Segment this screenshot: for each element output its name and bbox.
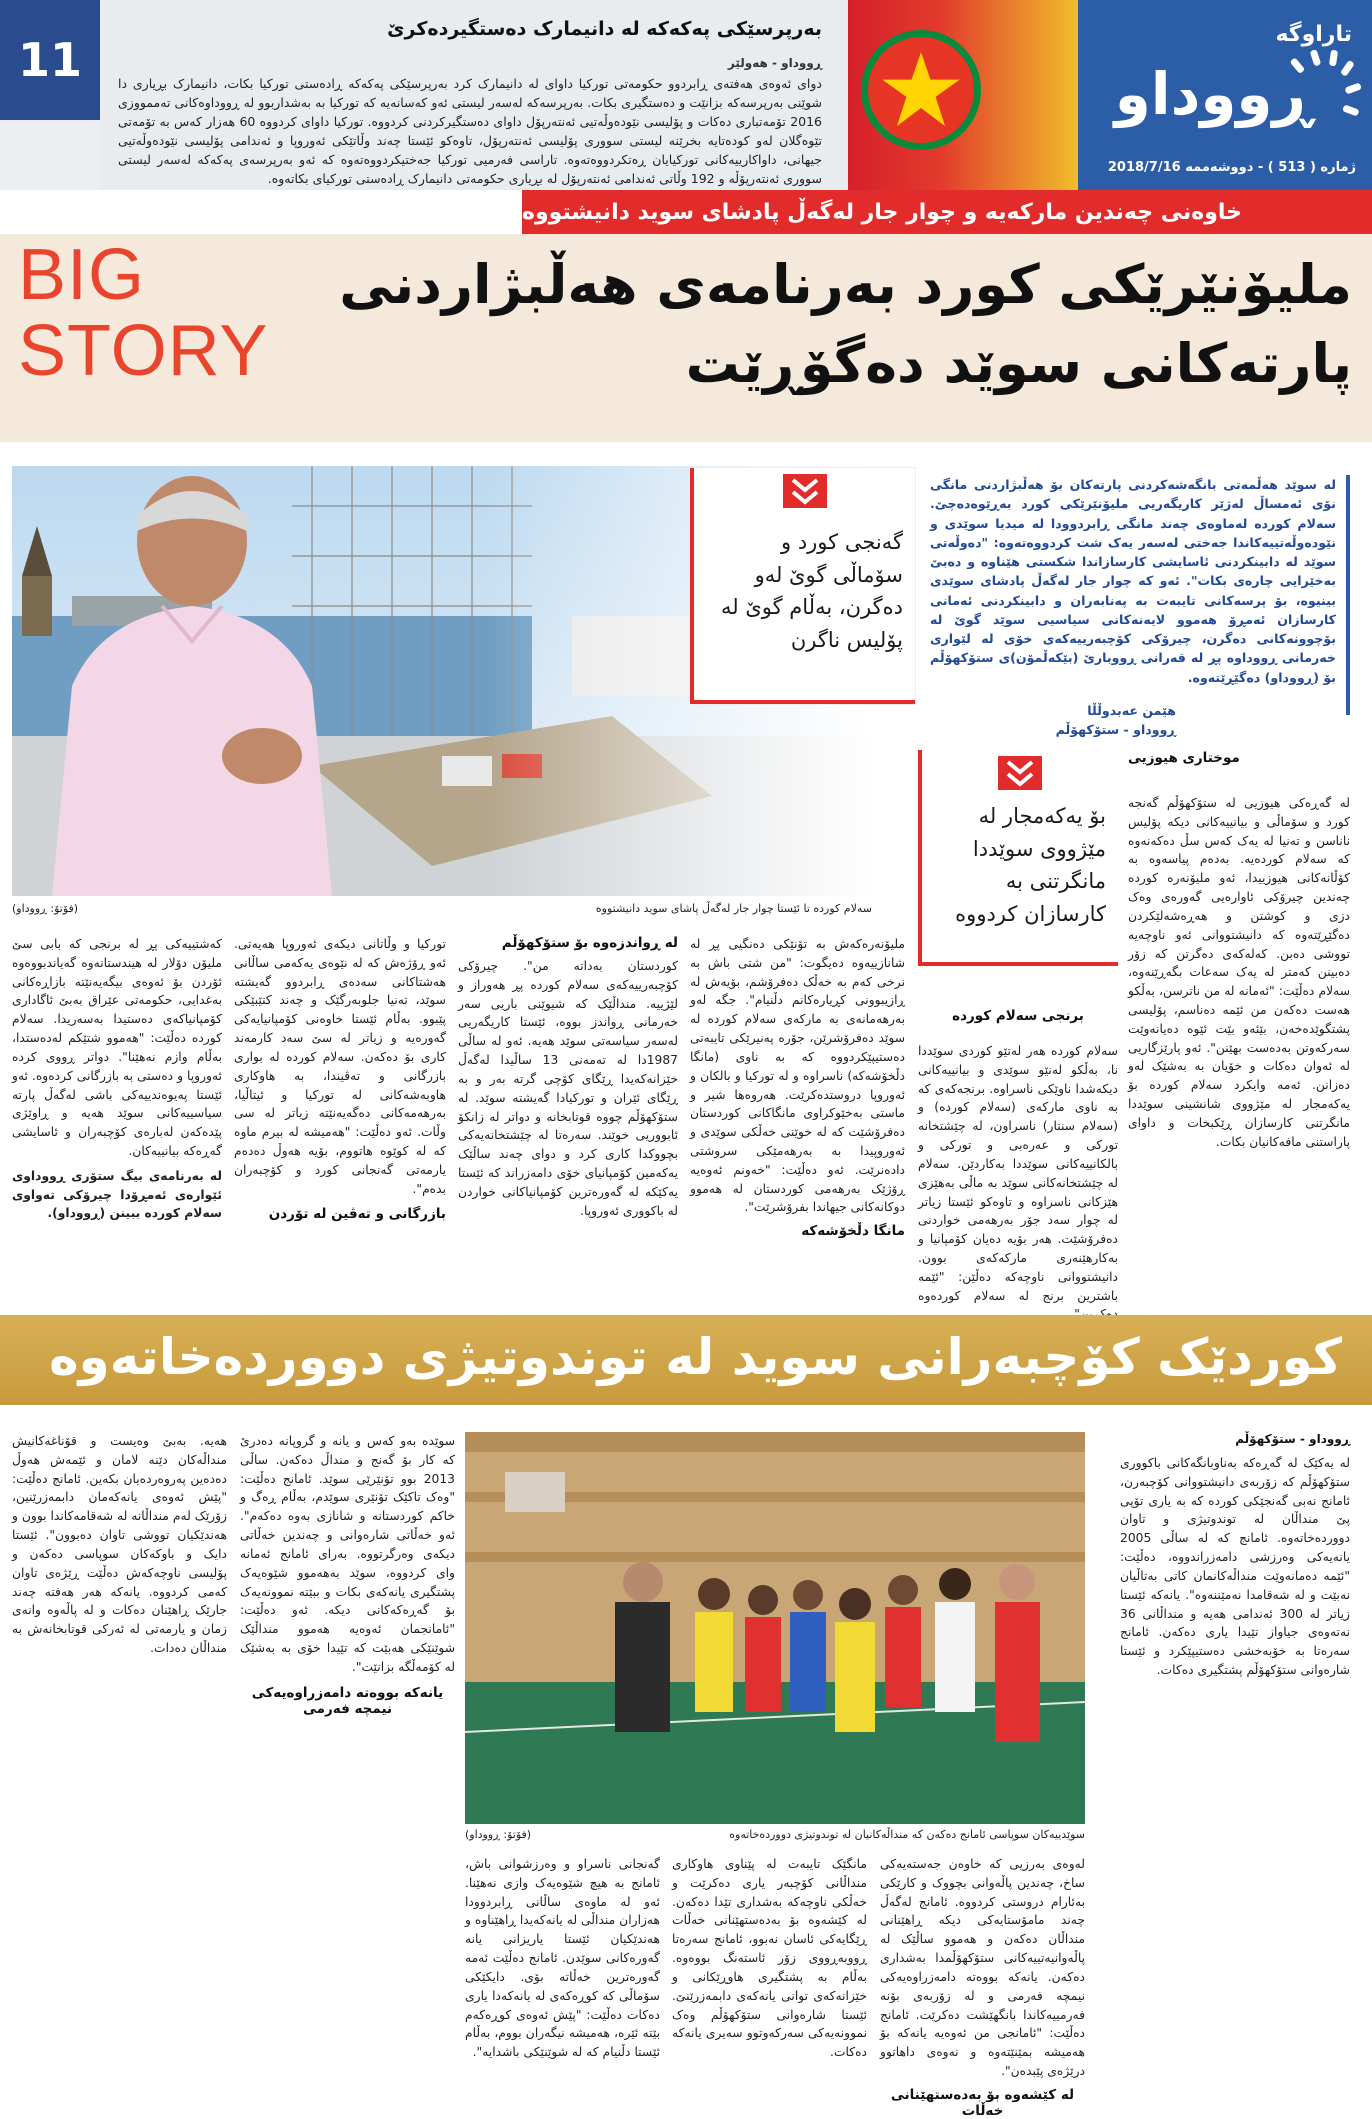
column-closing-note: لە بەرنامەی بیگ ستۆری ڕووداوی ئێوارەی ئەمڕۆدا چیرۆکی تەواوی سەلام کوردە ببینن (ڕووداو). [12, 1168, 222, 1221]
story-photo-football-club[interactable] [465, 1432, 1085, 1824]
article-column-2 [918, 1008, 1118, 1303]
subhead-interview: موختاری هیوزیی [1128, 750, 1240, 766]
lead-text: لە سوێد هەڵمەتی بانگەشەکردنی پارتەکان بۆ هەڵبژاردنی مانگی نۆی ئەمساڵ لەژێر کاریگەریی ملیۆنێرێکی کورد بەڕێوەدەچێ. سەلام کوردە لەماوەی چەند مانگی ڕابردوودا لە میدیا سوێدی و نێودەوڵەتییەکاندا جەختی لەسەر یەک شت کردووەتەوە: "دەوڵەتی سوێد لە دابینکردنی ئاسایشی کارسازاندا شکستی هێناوە و دەبێ بەخێرایی چارەی بکات". ئەو کە چوار جار لەگەڵ پادشای سوێدی بینیوە، بۆ پرسەکانی تایبەت بە پەنابەران و دابینکردنی ئەمانی کارسازان ئەمڕۆ هەموو لایەنەکانی سیاسیی سوێد گوێ لە بۆچوونەکانی دەگرن، چیرۆکی کۆچبەرییەکەی خۆی لە لێواری خەرمانی ڕووداوە پڕ لە قەرانی ڕووبارێ (بێکەڵمۆن)ی ستۆکهۆڵم بۆ (ڕووداو) دەگێڕێتەوە. [930, 477, 1336, 685]
article-column-3 [690, 935, 905, 1270]
subhead-ball: یانەکە بووەتە دامەزراوەیەکی نیمچە فەرمی [251, 1684, 444, 1717]
pull-quote-2 [918, 750, 1118, 966]
column-text: تورکیا و وڵاتانی دیکەی ئەوروپا هەیەتی. ئەو ڕۆژەش کە لە نێوەی یەکەمی ساڵانی هەشتاکانی سەدەی ڕابردوو گەیشتە سوێد، تەنیا جلوبەرگێک و چەند کتێبێکی پێبوو. بەڵام ئێستا خاوەنی کۆمپانیایەکی گەورەیە و زیاتر لە سێ سەد کارمەند کاری بۆ دەکەن. سەلام کوردە لە بواری بازرگانی و تەڤیندا، بە هاوکاری هاوبەشەکانی لە تورکیا و ئیتاڵیا، بەرهەمەکانی دەگەیەنێتە زیاتر لە سی وڵات. ئەو دەڵێت: "هەمیشە لە بیرم ماوە کە لە کوێوە هاتووم، بۆیە هەوڵ دەدەم یارمەتی گەنجانی کورد و کۆچبەران بدەم". [234, 937, 446, 1196]
subhead-violence: لە کێشەوە بۆ بەدەستهێنانی خەڵات [890, 2086, 1075, 2119]
story-strap: خاوەنی چەندین مارکەیە و چوار جار لەگەڵ پادشای سوید دانیشتووە [522, 190, 1372, 234]
pull-quote-text: گەنجی کورد و سۆماڵی گوێ لەو دەگرن، بەڵام گوێ لە پۆلیس ناگرن [720, 530, 903, 652]
lead-author-location: ڕووداو - ستۆکهۆڵم [1055, 722, 1176, 738]
teaser-byline: ڕووداو - هەولێر [727, 56, 822, 70]
photo-caption-2 [465, 1828, 1085, 1841]
big-story-line-1: BIG [18, 235, 146, 315]
subhead-riverside: لە ڕواندزەوە بۆ ستۆکهۆڵم [501, 935, 678, 951]
lead-author-name: هێمن عەبدوڵڵا [1087, 702, 1176, 718]
teaser-story [100, 0, 848, 190]
story2-column-4 [465, 1855, 660, 2060]
photo-credit: (فۆتۆ: ڕووداو) [465, 1828, 532, 1841]
column-text: مانگێک تایبەت لە پێناوی هاوکاری منداڵانی کۆچبەر یاری دەکرێت و خەڵکی ناوچەکە بەشداری تێدا دەکەن. لە کێشەوە بۆ بەدەستهێنانی خەڵات ڕێگایەکی ئاسان نەبوو، ئامانج سەرەتا ڕووبەڕووی زۆر ئاستەنگ بووەوە. بەڵام بە پشتگیری هاوڕێکانی و خێزانەکەی توانی یانەکەی دابمەزرێنێ. ئێستا شارەوانی ستۆکهۆڵم وەک نموونەیەکی سەرکەوتوو سەیری یانەکە دەکات. [672, 1857, 867, 2060]
article-column-5 [234, 935, 446, 1270]
headline-line-2: پارتەکانی سوێد دەگۆڕێت [685, 331, 1352, 395]
story2-column-3 [240, 1432, 455, 2022]
column-text: سوێدە بەو کەس و یانە و گروپانە دەدرێ کە کار بۆ گەنج و منداڵ دەکەن. ساڵی 2013 بوو تۆنێرێی سوێد. ئامانج دەڵێت: "وەک تاکێک تۆنێری سوێدم، بەڵام ڕەگ و خاکم کوردستانە و شانازی بەوە دەکەم". ئەو خەڵاتی شارەوانی و چەندین خەڵاتی دیکەی وەرگرتووە. بەرای ئامانج ئەمانە وای کردووە، سوێد بەهەموو شێوەیەک پشتگیری یانەکەی بکات و ببێتە نموونەیەک بۆ گەڕەکەکانی دیکە. ئەو دەڵێت: "ئامانجمان ئەوەیە هەموو منداڵێک شوێنێکی هەبێت کە تێیدا خۆی بە بەشێک لە کۆمەڵگە بزانێت". [240, 1434, 455, 1674]
headline-line-1: ملیۆنێرێکی کورد بەرنامەی هەڵبژاردنی [339, 253, 1352, 316]
story2-column-5 [672, 1855, 867, 2060]
section-label: تاراوگە [1275, 22, 1352, 47]
photo-credit: (فۆتۆ: ڕووداو) [12, 902, 79, 915]
article-column-6 [12, 935, 222, 1270]
main-headline[interactable] [280, 246, 1352, 404]
article-column-4 [458, 935, 678, 1270]
column-text: هەیە. بەبێ وەیست و قۆناغەکانیش منداڵەکان دێنە لامان و ئێمەش هەوڵ دەدەین پەروەردەیان بکەین. ئامانج دەڵێت: "پێش ئەوەی یانەکەمان دابمەزرێنین، زۆرێک لەم منداڵانە لە شەقامەکاندا بوون و هەندێکیان تووشی تاوان دەبوون". ئێستا دایک و باوکەکان سوپاسی دەکەن و پۆلیسی ناوچەکەش دەڵێت ڕێژەی تاوان کەمی کردووە. یانەکە هەر هەفتە چەند جارێک ڕاهێنان دەکات و لە پاڵەوە وانەی زمان و یارمەتی لە ئەرکی قوتابخانەش بە منداڵان دەدات. [12, 1434, 227, 1655]
story2-column-6 [880, 1855, 1085, 2119]
photo-caption-1 [12, 902, 872, 915]
big-story-label [18, 235, 269, 391]
column-text: لە گەڕەکی هیوزیی لە ستۆکهۆڵم گەنجە کورد و سۆماڵی و بیانییەکانی دیکە پۆلیس ناناسن و تەنیا لە یەک کەس سڵ دەکەنەوە کە سەلام کوردەیە. بەدەم پیاسەوە بە کۆڵانەکانی هیوزییدا، ئەو ملیۆنەرە کوردە چەندین چیرۆکی ئاوارەیی گەورەی وەک دزی و کوشتن و هەڕەشەلێکردن دەگێڕێتەوە کە دانیشتووانی ئەو ناوچەیە تووشی دەبن. کەلەکەی دەگرتن کە زۆر دەبینن کەمتر لە یەک سەعات بگەڕێنەوە، سەلام دەڵێت: "ئەمانە لە من ناترسن، بەڵکو هەست دەکەن من ئێمە دەناسم، پۆلیسی پشتگوێدەخەن، بێئەو بێت ئێوە دەیانەوێت سەرکەوتن بەدەست بهێنن". ئەو پارێزگاریی لە ئەوان دەکات و خۆیان بە بەشێک لەو دەزانن. ئەمە وایکرد سەلام کوردە بۆ یەکەمجار لە مێژووی شانشینی سوێددا مانگرتنی کارسازان ڕێکبخات و داوای پاراستنی مافەکانیان بکات. [1128, 796, 1350, 1149]
story-lead [930, 475, 1350, 738]
brand-block [1078, 0, 1372, 190]
story2-column-2 [12, 1432, 227, 2022]
subhead-manga: مانگا دڵخۆشەکە [801, 1223, 905, 1240]
column-text: لە یەکێک لە گەڕەکە بەناوبانگەکانی باکووری ستۆکهۆڵم کە زۆربەی دانیشتووانی کۆچبەرن، ئامانج نەبی گەنجێکی کوردە کە بە یاری تۆپی پێ منداڵان لە توندوتیژی و تاوان دووردەخاتەوە. ئامانج کە لە ساڵی 2005 یانەیەکی وەرزشی دامەزراندووە، دەڵێت: "ئێمە دەمانەوێت منداڵەکانمان کاتی بەتاڵیان نەبێت و لە شەقامدا نەمێننەوە". یانەکە ئێستا زیاتر لە 300 ئەندامی هەیە و منداڵانی 36 نەتەوەی جیاواز تێیدا یاری دەکەن. ئامانج سەرەتا بە خۆبەخشی دەستیپێکرد و ئێستا شارەوانی ستۆکهۆڵم پشتگیری دەکات. [1120, 1456, 1350, 1677]
column-text: کوردستان بەداتە من". چیرۆکی کۆچبەرییەکەی سەلام کوردە پڕ هەوراز و لێژییە. منداڵێک کە شیوێنی باریی سەر خەرمانی ڕواندز بووە، ئێستا کاریگەریی لەسەر سیاسەتی سوێد هەیە. ئەو لە ساڵی 1987دا لە تەمەنی 13 ساڵیدا لەگەڵ خێزانەکەیدا ڕێگای کۆچی گرتە بەر و بە ڕێگای ئێران و تورکیادا گەیشتە سوێد. لە ستۆکهۆڵم چووە قوتابخانە و دواتر لە زانکۆ ئابووریی خوێند. سەرەتا لە چێشتخانەیەکی بچووکدا کاری کرد و دوای چەند ساڵێک یەکەمین کۆمپانیای خۆی دامەزراند کە ئێستا یەکێکە لە گەورەترین کۆمپانیاکانی خواردن لە باکووری ئەوروپا. [458, 959, 678, 1218]
teaser-title[interactable]: بەرپرسێکی پەکەکە لە دانیمارک دەستگیردەکرێ [387, 18, 822, 40]
story2-headline[interactable]: کوردێک کۆچبەرانی سوید لە توندوتیژی دووردەخاتەوە [49, 1328, 1342, 1386]
pull-quote-text: بۆ یەکەمجار لە مێژووی سوێددا مانگرتنی بە کارسازان کردووە [955, 804, 1106, 926]
rudaw-logo: ڕووداو [1114, 60, 1312, 128]
column-text: لەوەی بەرزیی کە خاوەن جەستەیەکی ساخ، چەندین پاڵەوانی بچووک و کارێکی بەئارام دروستی کردووە. ئامانج لەگەڵ چەند مامۆستایەکی دیکە ڕاهێنانی منداڵان دەکەن و هەموو ساڵێک لە پاڵەوانیەتییەکانی ستۆکهۆڵمدا بەشداری دەکەن. یانەکە بووەتە دامەزراوەیەکی نیمچە فەرمی و لە زۆربەی بۆنە فەرمییەکاندا بانگهێشت دەکرێت. ئامانج دەڵێت: "ئامانجی من ئەوەیە یانەکە بۆ هەمیشە بمێنێتەوە و نەوەی داهاتوو درێژەی پێبدەن". [880, 1857, 1085, 2078]
pull-quote-1 [690, 468, 915, 704]
photo-caption-text: سەلام کوردە تا ئێستا چوار جار لەگەڵ پاشای سوید دانیشتووە [595, 902, 872, 915]
column-text: گەنجانی ناسراو و وەرزشوانی باش، ئامانج بە هیچ شێوەیەک وازی نەهێنا. ئەو لە ماوەی ساڵانی ڕابردوودا هەزاران منداڵی لە یانەکەیدا ڕاهێناوە و هەندێکیان ئێستا یاریزانی یانە گەورەکانی سوێدن. ئامانج دەڵێت ئەمە گەورەترین خەڵاتە بۆی. دایکێکی سۆماڵی کە کوڕەکەی لە یانەکەدا یاری دەکات دەڵێت: "پێش ئەوەی کوڕەکەم بێتە ئێرە، هەمیشە نیگەران بووم، بەڵام ئێستا دڵنیام کە لە شوێنێکی باشدایە". [465, 1857, 660, 2060]
column-text: سەلام کوردە هەر لەتێو کوردی سوێددا نا، بەڵکو لەنێو سوێدی و بیانییەکانی دیکەشدا ناوێکی ناسراوە. برنجەکەی کە بە ناوی مارکەی (سەلام کوردە) و (سەلام سنتار) ناسراون، لە چێشتخانە تورکی و عەرەبی و تورکی و بالکانییەکانی سوێددا بەکاردێن. سەلام لە چێشتخانەکانی سوێد بە ماڵی بەهێزی هێزکانی ناسراوە و تاوەکو ئێستا زیاتر لە چوار سەد جۆر بەرهەمی خواردنی دەفرۆشێت. هەر بۆیە دەیان کۆمپانیا و بەکارهێنەری مارکەکەی بوون. دانیشتووانی ناوچەکە دەڵێن: "ئێمە باشترین برنج لە سەلام کوردەوە [918, 1044, 1118, 1303]
story2-column-1 [1120, 1432, 1350, 2022]
teaser-body: دوای ئەوەی هەفتەی ڕابردوو حکومەتی تورکیا داوای لە دانیمارک کرد بەرپرسێکی پەکەکە ڕادەستی تورکیا بکات، دانیمارک بڕیاری دا شوێنی بەرپرسەکە بزانێت و دەستگیری بکات. بەرپرسەکە لەسەر لیستی ئەو کەسانەیە کە تورکیا بە بەشداربوو لە ڕووداوەکانی تەممووزی 2016 تۆمەتباری دەکات و پۆلیسی نێودەوڵەتیی ئەنتەرپۆل داوای دەستگیرکردنی کردووە. تورکیا داوای کردووە 60 هەزار کەس بە تۆمەتی تێوەگلان لەو کودەتایە بخرێنە لیستی سووری پۆلیسی ئەنتەرپۆل، تاوەکو ئێستا چەند وڵاتێکی ئەوروپا و ئەندامی پۆلیسی نێودەوڵەتیی جیهانی، داواکارییەکانی تورکیایان ڕەتکردووەتەوە. تاراسی فەرمیی تورکیا جەختیکردووەتەوە کە ئەو بەرپرسەی پەکەکە لەسەر لیستی سووری ئەنتەرپۆڵە و 192 وڵاتی ئەندامی ئەنتەرپۆل لە بڕیاری حکومەتی دانیمارک ڕادەستی تورکیای بکاتەوە. [118, 76, 822, 186]
column-text: ملیۆنەرەکەش بە تۆنێکی دەنگیی پڕ لە شانازییەوە دەیگوت: "من شتی باش بە نرخی کەم بە خەڵک دەفرۆشم، بۆیەش لە ڕازیبوونی کڕیارەکانم دڵنیام". جگە لەو بەرهەمانەی بە مارکەی سەلام کوردە لە سوێد دەفرۆشرێن، جۆرە پەنیرێکی تایبەتی دەستیپێکردووە کە بە ناوی (مانگا دڵخۆشەکە) ناسراوە و لە تورکیا و بالکان و ئەوروپا دروستدەکرێت. هەروەها شیر و ماستی بەخێوکراوی مانگاکانی کوردستان دەفرۆشێت کە لە خوێنی خەڵکی سوێدی و ئەوروپیدا بە بەرهەمێکی سروشتی دادەنرێت. ئەو دەڵێت: "خەونم ئەوەیە ڕۆژێک بەرهەمی کوردستان لە هەموو دوکانەکانی جیهاندا بفرۆشرێت". [690, 937, 905, 1215]
subhead-business: بازرگانی و تەڤین لە تۆردن [268, 1206, 446, 1223]
story2-byline: ڕووداو - ستۆکهۆڵم [1235, 1432, 1350, 1446]
issue-date: ژمارە ( 513 ) - دووشەممە 2018/7/16 [1107, 160, 1356, 175]
big-story-line-2: STORY [18, 310, 269, 391]
page-number: 11 [0, 0, 100, 120]
chevron-down-icon [783, 474, 827, 508]
pkk-flag-icon [861, 30, 981, 150]
photo-caption-text: سوێدییەکان سوپاسی ئامانج دەکەن کە منداڵەکانیان لە توندوتیژی دووردەخاتەوە [729, 1828, 1085, 1841]
subhead-brunji: برنجی سەلام کوردە [952, 1008, 1084, 1024]
column-text: کەشتییەکی پڕ لە برنجی کە بابی سێ ملیۆن دۆلار لە هیندستانەوە گەیاندبووەوە ئۆردن بۆ ئەوەی بیگەیەنێتە بازاڕەکانی بەغدایی، حکومەتی عێراق بەبێ ئاگاداری کۆمپانیاکەی دەستیدا بەسەریدا. سەلام کوردە دەڵێت: "هەموو شتێکم لەدەستدا، بەڵام وازم نەهێنا". دواتر ڕووی کردە ئەوروپا و دەستی بە بازرگانی کردەوە. ئەو ئێستا پەیوەندییەکی باشی لەگەڵ پارتە سیاسییەکانی سوێد هەیە و ڕاوێژی پێدەکەن لەبارەی کۆچبەران و ئاسایشی گەڕەکە بیانییەکان. [12, 937, 222, 1158]
article-column-1 [1128, 750, 1350, 1270]
chevron-down-icon [998, 756, 1042, 790]
